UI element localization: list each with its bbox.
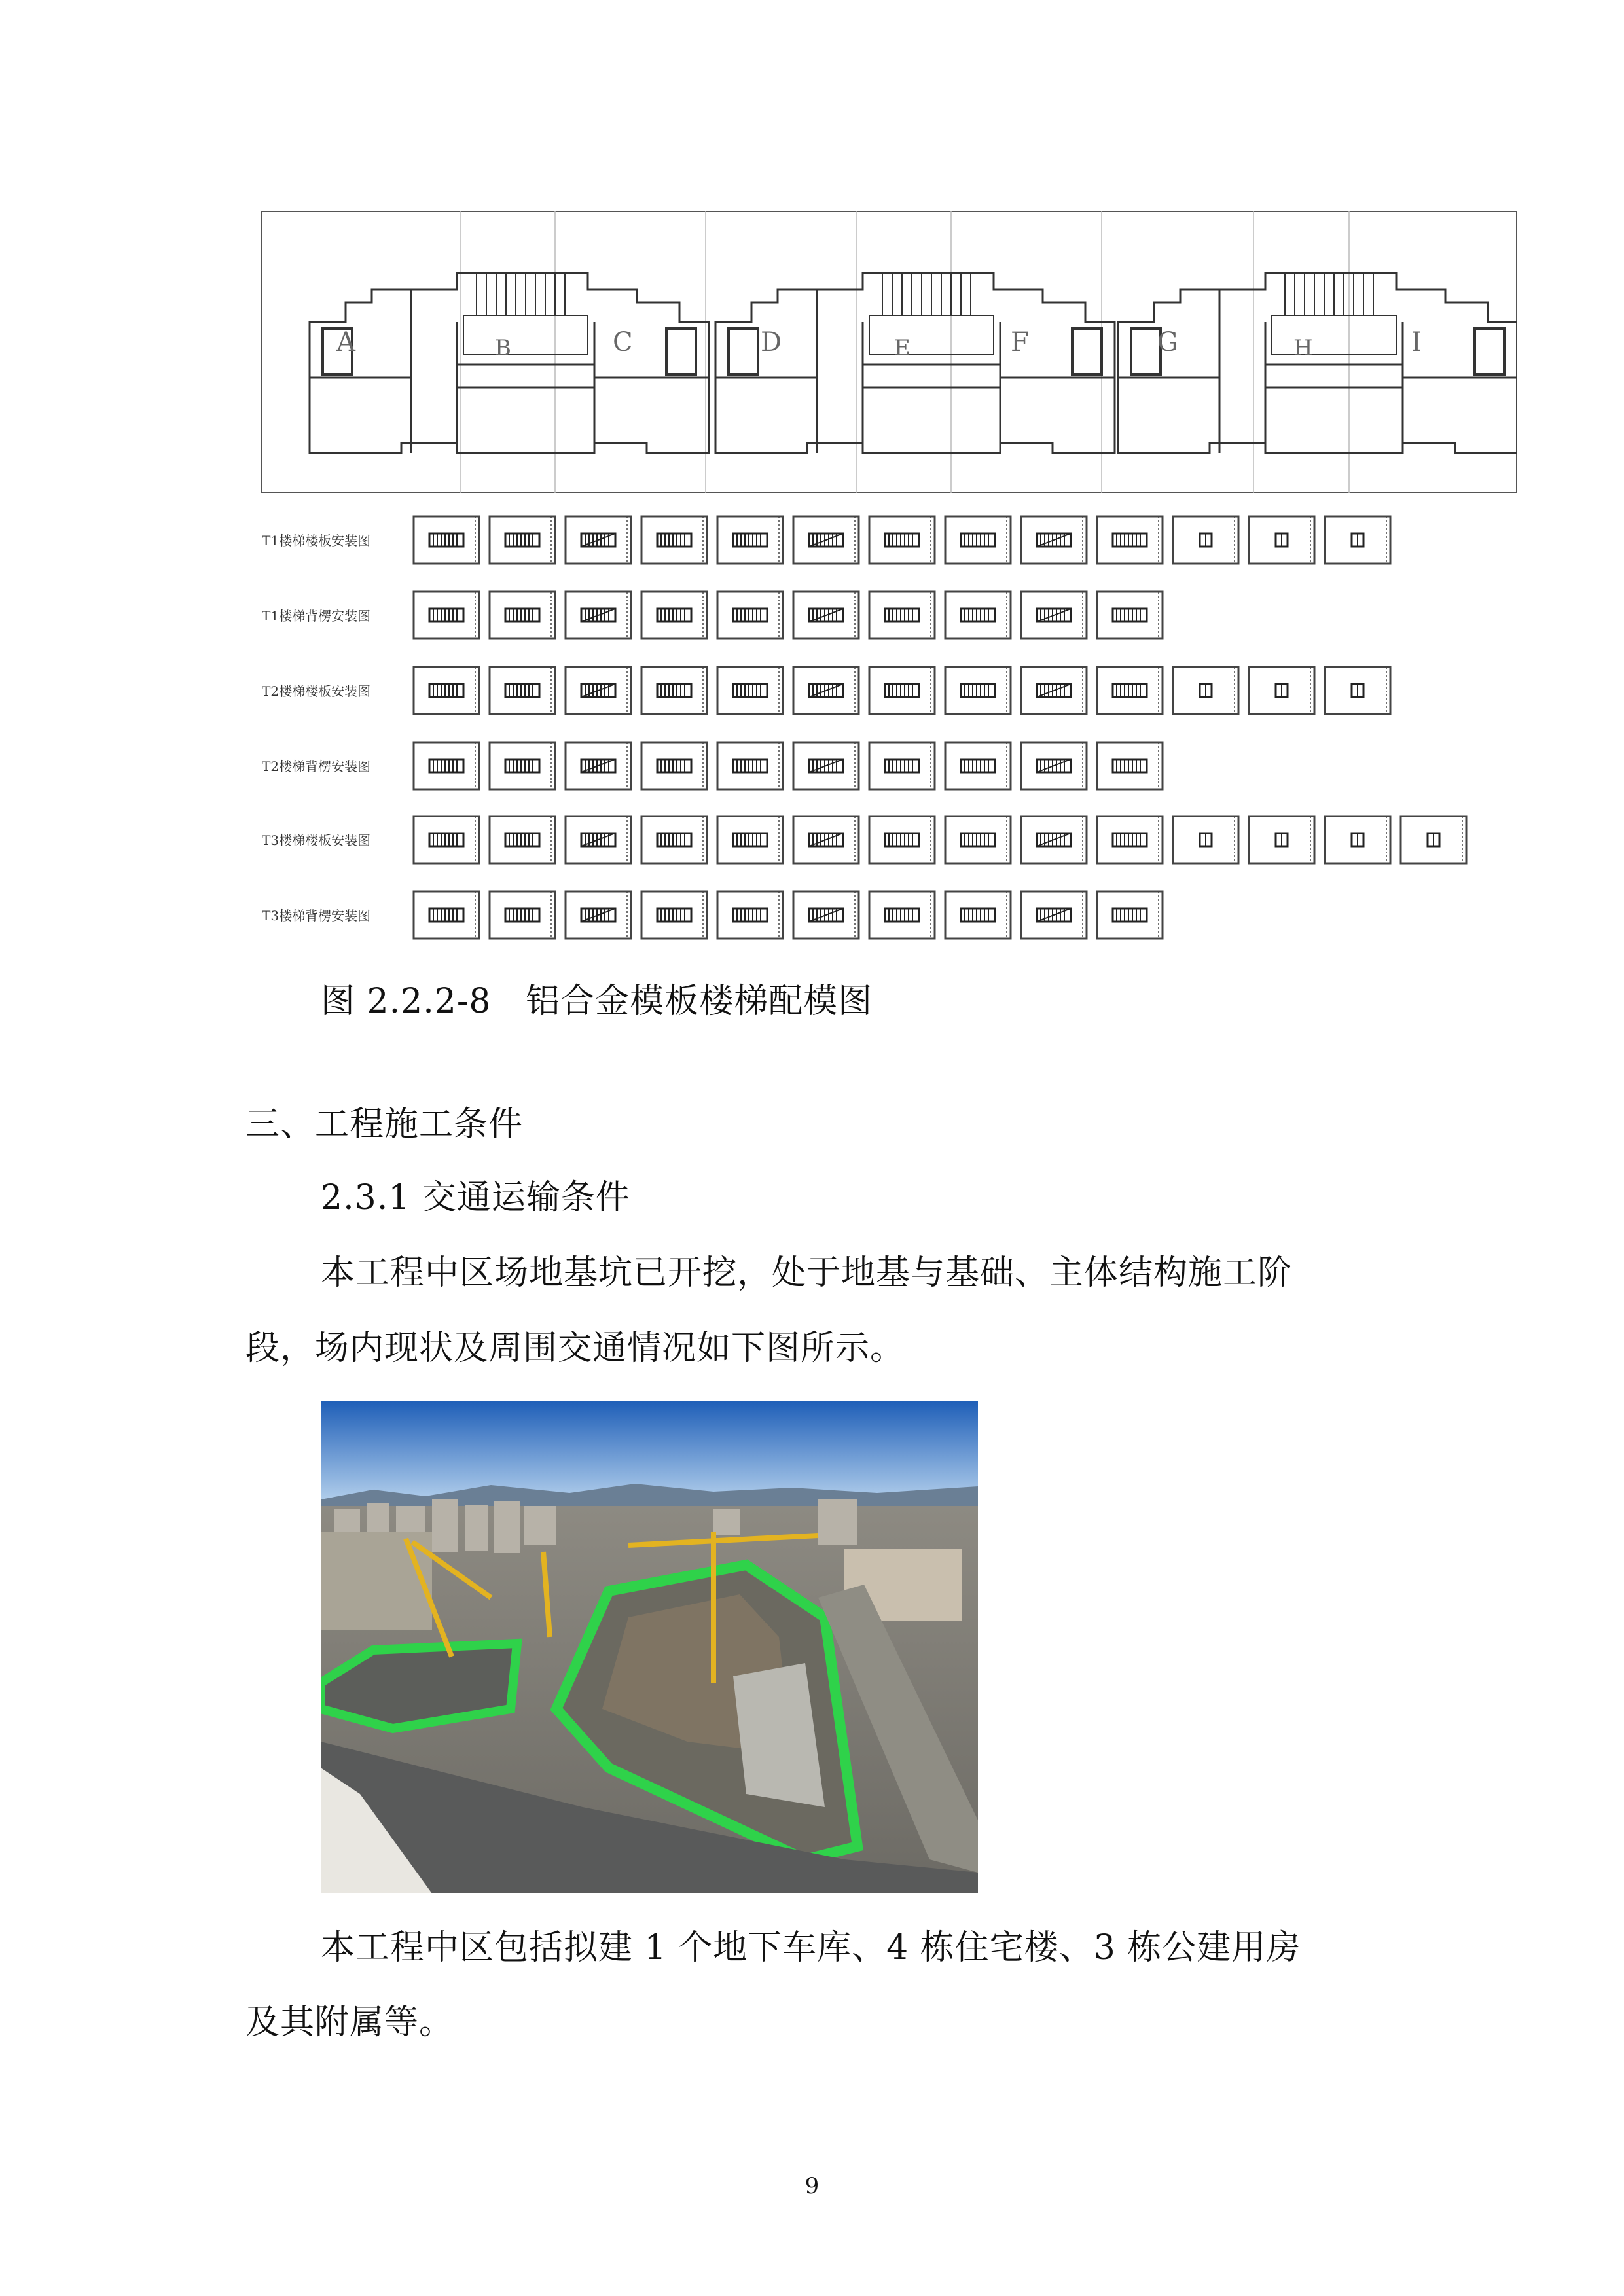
stair-panel (944, 590, 1012, 640)
unit-letter-g: G (1157, 327, 1178, 357)
stair-panel (1020, 515, 1088, 565)
unit-letter-f: F (1011, 327, 1029, 357)
stair-panel (412, 515, 480, 565)
stair-panel (1324, 666, 1392, 715)
stair-panel (1324, 815, 1392, 865)
stair-row-label: T3楼梯楼板安装图 (262, 833, 371, 848)
subsection-heading: 2.3.1 交通运输条件 (321, 1178, 630, 1217)
stair-panel (868, 890, 936, 940)
stair-panel (716, 590, 784, 640)
stair-panel (944, 515, 1012, 565)
stair-panel (640, 815, 708, 865)
stair-row-label: T1楼梯楼板安装图 (262, 533, 371, 548)
stair-panel (1172, 666, 1240, 715)
stair-panel (1248, 815, 1316, 865)
stair-panel (792, 741, 860, 791)
stair-panel (488, 741, 556, 791)
stair-panel (944, 666, 1012, 715)
construction-site-photo (321, 1401, 978, 1893)
stair-panel (716, 515, 784, 565)
stair-panel (716, 741, 784, 791)
stair-panel (412, 815, 480, 865)
stair-panel (716, 815, 784, 865)
stair-panel (1020, 890, 1088, 940)
stair-panel (868, 666, 936, 715)
paragraph-line: 本工程中区场地基坑已开挖，处于地基与基础、主体结构施工阶 (321, 1253, 1293, 1293)
stair-panel (1096, 515, 1164, 565)
stair-panel (488, 590, 556, 640)
stair-panel (564, 515, 632, 565)
stair-panel (868, 590, 936, 640)
stair-panel (1172, 515, 1240, 565)
stair-panel (1096, 815, 1164, 865)
stair-panel (564, 815, 632, 865)
stair-row-label: T1楼梯背楞安装图 (262, 608, 371, 624)
stair-panel (1172, 815, 1240, 865)
unit-letter-a: A (336, 327, 355, 357)
stair-panel (640, 890, 708, 940)
stair-panel (488, 515, 556, 565)
stair-panel (1399, 815, 1468, 865)
stair-panel (792, 815, 860, 865)
figure-caption: 图 2.2.2-8 铝合金模板楼梯配模图 (321, 982, 873, 1021)
unit-letter-e: E (894, 335, 911, 361)
stair-panel (1096, 890, 1164, 940)
section-heading: 三、工程施工条件 (245, 1105, 524, 1144)
stair-panel (944, 815, 1012, 865)
stair-panel (412, 890, 480, 940)
unit-letter-d: D (761, 327, 782, 357)
stair-panel (1096, 741, 1164, 791)
stair-panel (488, 890, 556, 940)
stair-panel (488, 815, 556, 865)
stair-panel (792, 666, 860, 715)
stair-panel (1248, 666, 1316, 715)
stair-panel (640, 590, 708, 640)
stair-panel (564, 741, 632, 791)
stair-panel (564, 590, 632, 640)
stair-panel (792, 515, 860, 565)
stair-row-label: T3楼梯背楞安装图 (262, 908, 371, 924)
stair-panel (1020, 741, 1088, 791)
stair-panel (412, 741, 480, 791)
unit-letter-h: H (1293, 335, 1313, 361)
stair-panel (792, 890, 860, 940)
stair-panel (716, 666, 784, 715)
stair-panel (716, 890, 784, 940)
stair-panel (944, 741, 1012, 791)
stair-panel (868, 815, 936, 865)
paragraph-line: 及其附属等。 (245, 2003, 454, 2042)
stair-panel (868, 741, 936, 791)
stair-panel (1248, 515, 1316, 565)
stair-panel (1096, 590, 1164, 640)
stair-row-label: T2楼梯背楞安装图 (262, 759, 371, 774)
stair-panel (488, 666, 556, 715)
stair-panel (564, 666, 632, 715)
stair-panel (412, 666, 480, 715)
page-number: 9 (804, 2173, 820, 2199)
unit-letter-c: C (613, 327, 633, 357)
unit-letter-i: I (1411, 327, 1422, 357)
stair-panel (792, 590, 860, 640)
paragraph-line: 段，场内现状及周围交通情况如下图所示。 (245, 1329, 905, 1368)
stair-panel (640, 741, 708, 791)
stair-panel (1096, 666, 1164, 715)
stair-panel (868, 515, 936, 565)
stair-panel (412, 590, 480, 640)
floor-plan-drawing (261, 211, 1517, 493)
stair-row-label: T2楼梯楼板安装图 (262, 683, 371, 699)
stair-panel (640, 666, 708, 715)
stair-panel (1324, 515, 1392, 565)
stair-panel (1020, 666, 1088, 715)
stair-panel (1020, 590, 1088, 640)
stair-panel (564, 890, 632, 940)
stair-panel (640, 515, 708, 565)
paragraph-line: 本工程中区包括拟建 1 个地下车库、4 栋住宅楼、3 栋公建用房 (321, 1928, 1301, 1967)
stair-panel (944, 890, 1012, 940)
stair-panel (1020, 815, 1088, 865)
unit-letter-b: B (495, 335, 511, 361)
